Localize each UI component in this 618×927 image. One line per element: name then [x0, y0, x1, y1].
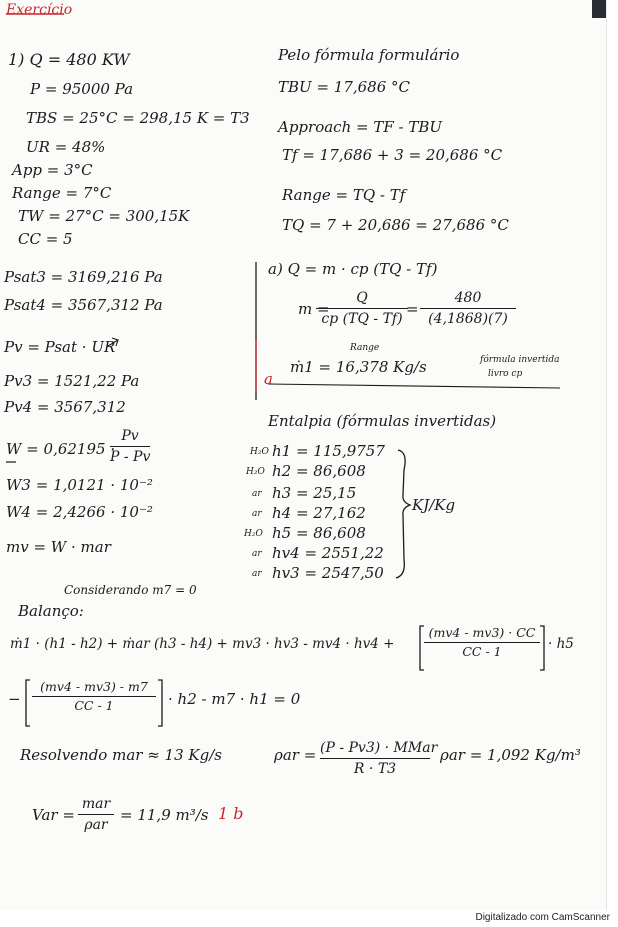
given-approach: App = 3°C [12, 161, 93, 179]
pv4-line: Pv4 = 3567,312 [4, 398, 126, 416]
pv-formula: Pv = Psat · UR [4, 338, 116, 356]
enthalpy-substance: H₂O [246, 467, 265, 477]
mass-flow-fraction-symbolic [316, 290, 408, 327]
mass-flow-numeric-numerator: 480 [454, 290, 482, 306]
balance-fraction-2 [32, 680, 156, 714]
given-water-temp: TW = 27°C = 300,15K [18, 207, 190, 225]
mv-formula: mv = W · mar [6, 538, 111, 556]
right-heading: Pelo fórmula formulário [278, 46, 460, 64]
air-density-numerator: (P - Pv3) · MMar [320, 740, 438, 756]
enthalpy-item: hv3 = 2547,50 [272, 564, 384, 582]
balance-fraction-2-denominator: CC - 1 [74, 698, 114, 714]
answer-b-mark: 1 b [218, 804, 244, 823]
balance-heading: Balanço: [18, 602, 84, 620]
given-cycles: CC = 5 [18, 230, 73, 248]
air-mass-flow-result: Resolvendo mar ≈ 13 Kg/s [20, 746, 222, 764]
enthalpy-substance: ar [252, 509, 262, 519]
w-fraction-denominator: P - Pv [110, 449, 151, 466]
enthalpy-substance: ar [252, 549, 262, 559]
air-volume-fraction [78, 796, 114, 833]
air-volume-denominator: ρar [84, 817, 108, 834]
equals-sign: = [406, 300, 419, 318]
enthalpy-substance: ar [252, 569, 262, 579]
enthalpy-item: h3 = 25,15 [272, 484, 357, 502]
mass-flow-result: ṁ1 = 16,378 Kg/s [290, 358, 427, 376]
tbu-line: TBU = 17,686 °C [278, 78, 411, 96]
balance-fraction-1-numerator: (mv4 - mv3) · CC [428, 625, 536, 640]
range-annotation: Range [350, 343, 380, 353]
air-density-fraction [320, 740, 438, 778]
enthalpy-item: hv4 = 2551,22 [272, 544, 384, 562]
air-volume-numerator: mar [81, 796, 111, 812]
given-pressure: P = 95000 Pa [30, 80, 134, 98]
mass-flow-fraction-numeric [420, 290, 516, 327]
given-heat-load: 1) Q = 480 KW [8, 50, 130, 69]
w-fraction-numerator: Pv [121, 428, 139, 444]
air-density-denominator: R · T3 [353, 761, 397, 778]
w-fraction [110, 428, 150, 465]
approach-formula: Approach = TF - TBU [278, 118, 443, 136]
part-a-equation: a) Q = m · cp (TQ - Tf) [268, 260, 438, 278]
given-humidity: UR = 48% [26, 138, 106, 156]
enthalpy-item: h5 = 86,608 [272, 524, 366, 542]
page-title: Exercício [6, 2, 73, 18]
w4-line: W4 = 2,4266 · 10⁻² [6, 503, 153, 521]
tf-line: Tf = 17,686 + 3 = 20,686 °C [282, 146, 503, 164]
mass-flow-numerator: Q [356, 290, 368, 306]
w3-line: W3 = 1,0121 · 10⁻² [6, 476, 153, 494]
balance-equation-part1: ṁ1 · (h1 - h2) + ṁar (h3 - h4) + mv3 · hv3 - mv4 · hv4 + [10, 636, 395, 652]
enthalpy-substance: H₂O [244, 529, 263, 539]
enthalpy-item: h1 = 115,9757 [272, 442, 385, 460]
psat3-line: Psat3 = 3169,216 Pa [4, 268, 163, 286]
balance-fraction-1-denominator: CC - 1 [462, 644, 502, 660]
assumption-note: Considerando m7 = 0 [64, 583, 197, 597]
balance-fraction-1 [424, 626, 540, 660]
enthalpy-substance: ar [252, 489, 262, 499]
air-density-value: ρar = 1,092 Kg/m³ [440, 746, 581, 764]
balance-equation-part2: · h2 - m7 · h1 = 0 [168, 690, 301, 708]
answer-a-label: a [264, 370, 273, 388]
air-density-lhs: ρar = [274, 746, 317, 764]
enthalpy-heading: Entalpia (fórmulas invertidas) [268, 412, 497, 430]
scanner-watermark: Digitalizado com CamScanner [475, 912, 610, 923]
formula-note-line1: fórmula invertida [480, 355, 560, 365]
tq-line: TQ = 7 + 20,686 = 27,686 °C [282, 216, 509, 234]
given-range: Range = 7°C [12, 184, 112, 202]
balance-minus-sign: − [8, 690, 21, 708]
given-dry-bulb: TBS = 25°C = 298,15 K = T3 [26, 109, 250, 127]
enthalpy-item: h2 = 86,608 [272, 462, 366, 480]
enthalpy-substance: H₂O [250, 447, 269, 457]
mass-flow-numeric-denominator: (4,1868)(7) [428, 311, 508, 328]
mass-flow-denominator: cp (TQ - Tf) [321, 311, 403, 328]
range-formula: Range = TQ - Tf [282, 186, 406, 204]
enthalpy-unit: KJ/Kg [412, 496, 456, 514]
enthalpy-item: h4 = 27,162 [272, 504, 366, 522]
psat4-line: Psat4 = 3567,312 Pa [4, 296, 163, 314]
pv3-line: Pv3 = 1521,22 Pa [4, 372, 140, 390]
w-formula-prefix: W = 0,62195 · [6, 440, 116, 458]
air-volume-value: = 11,9 m³/s [120, 806, 209, 824]
formula-note-line2: livro cp [488, 369, 523, 379]
mass-flow-lhs: m = [298, 300, 330, 318]
balance-fraction-2-numerator: (mv4 - mv3) - m7 [40, 679, 148, 694]
air-volume-lhs: Var = [32, 806, 75, 824]
balance-equation-end: · h5 [548, 636, 574, 652]
